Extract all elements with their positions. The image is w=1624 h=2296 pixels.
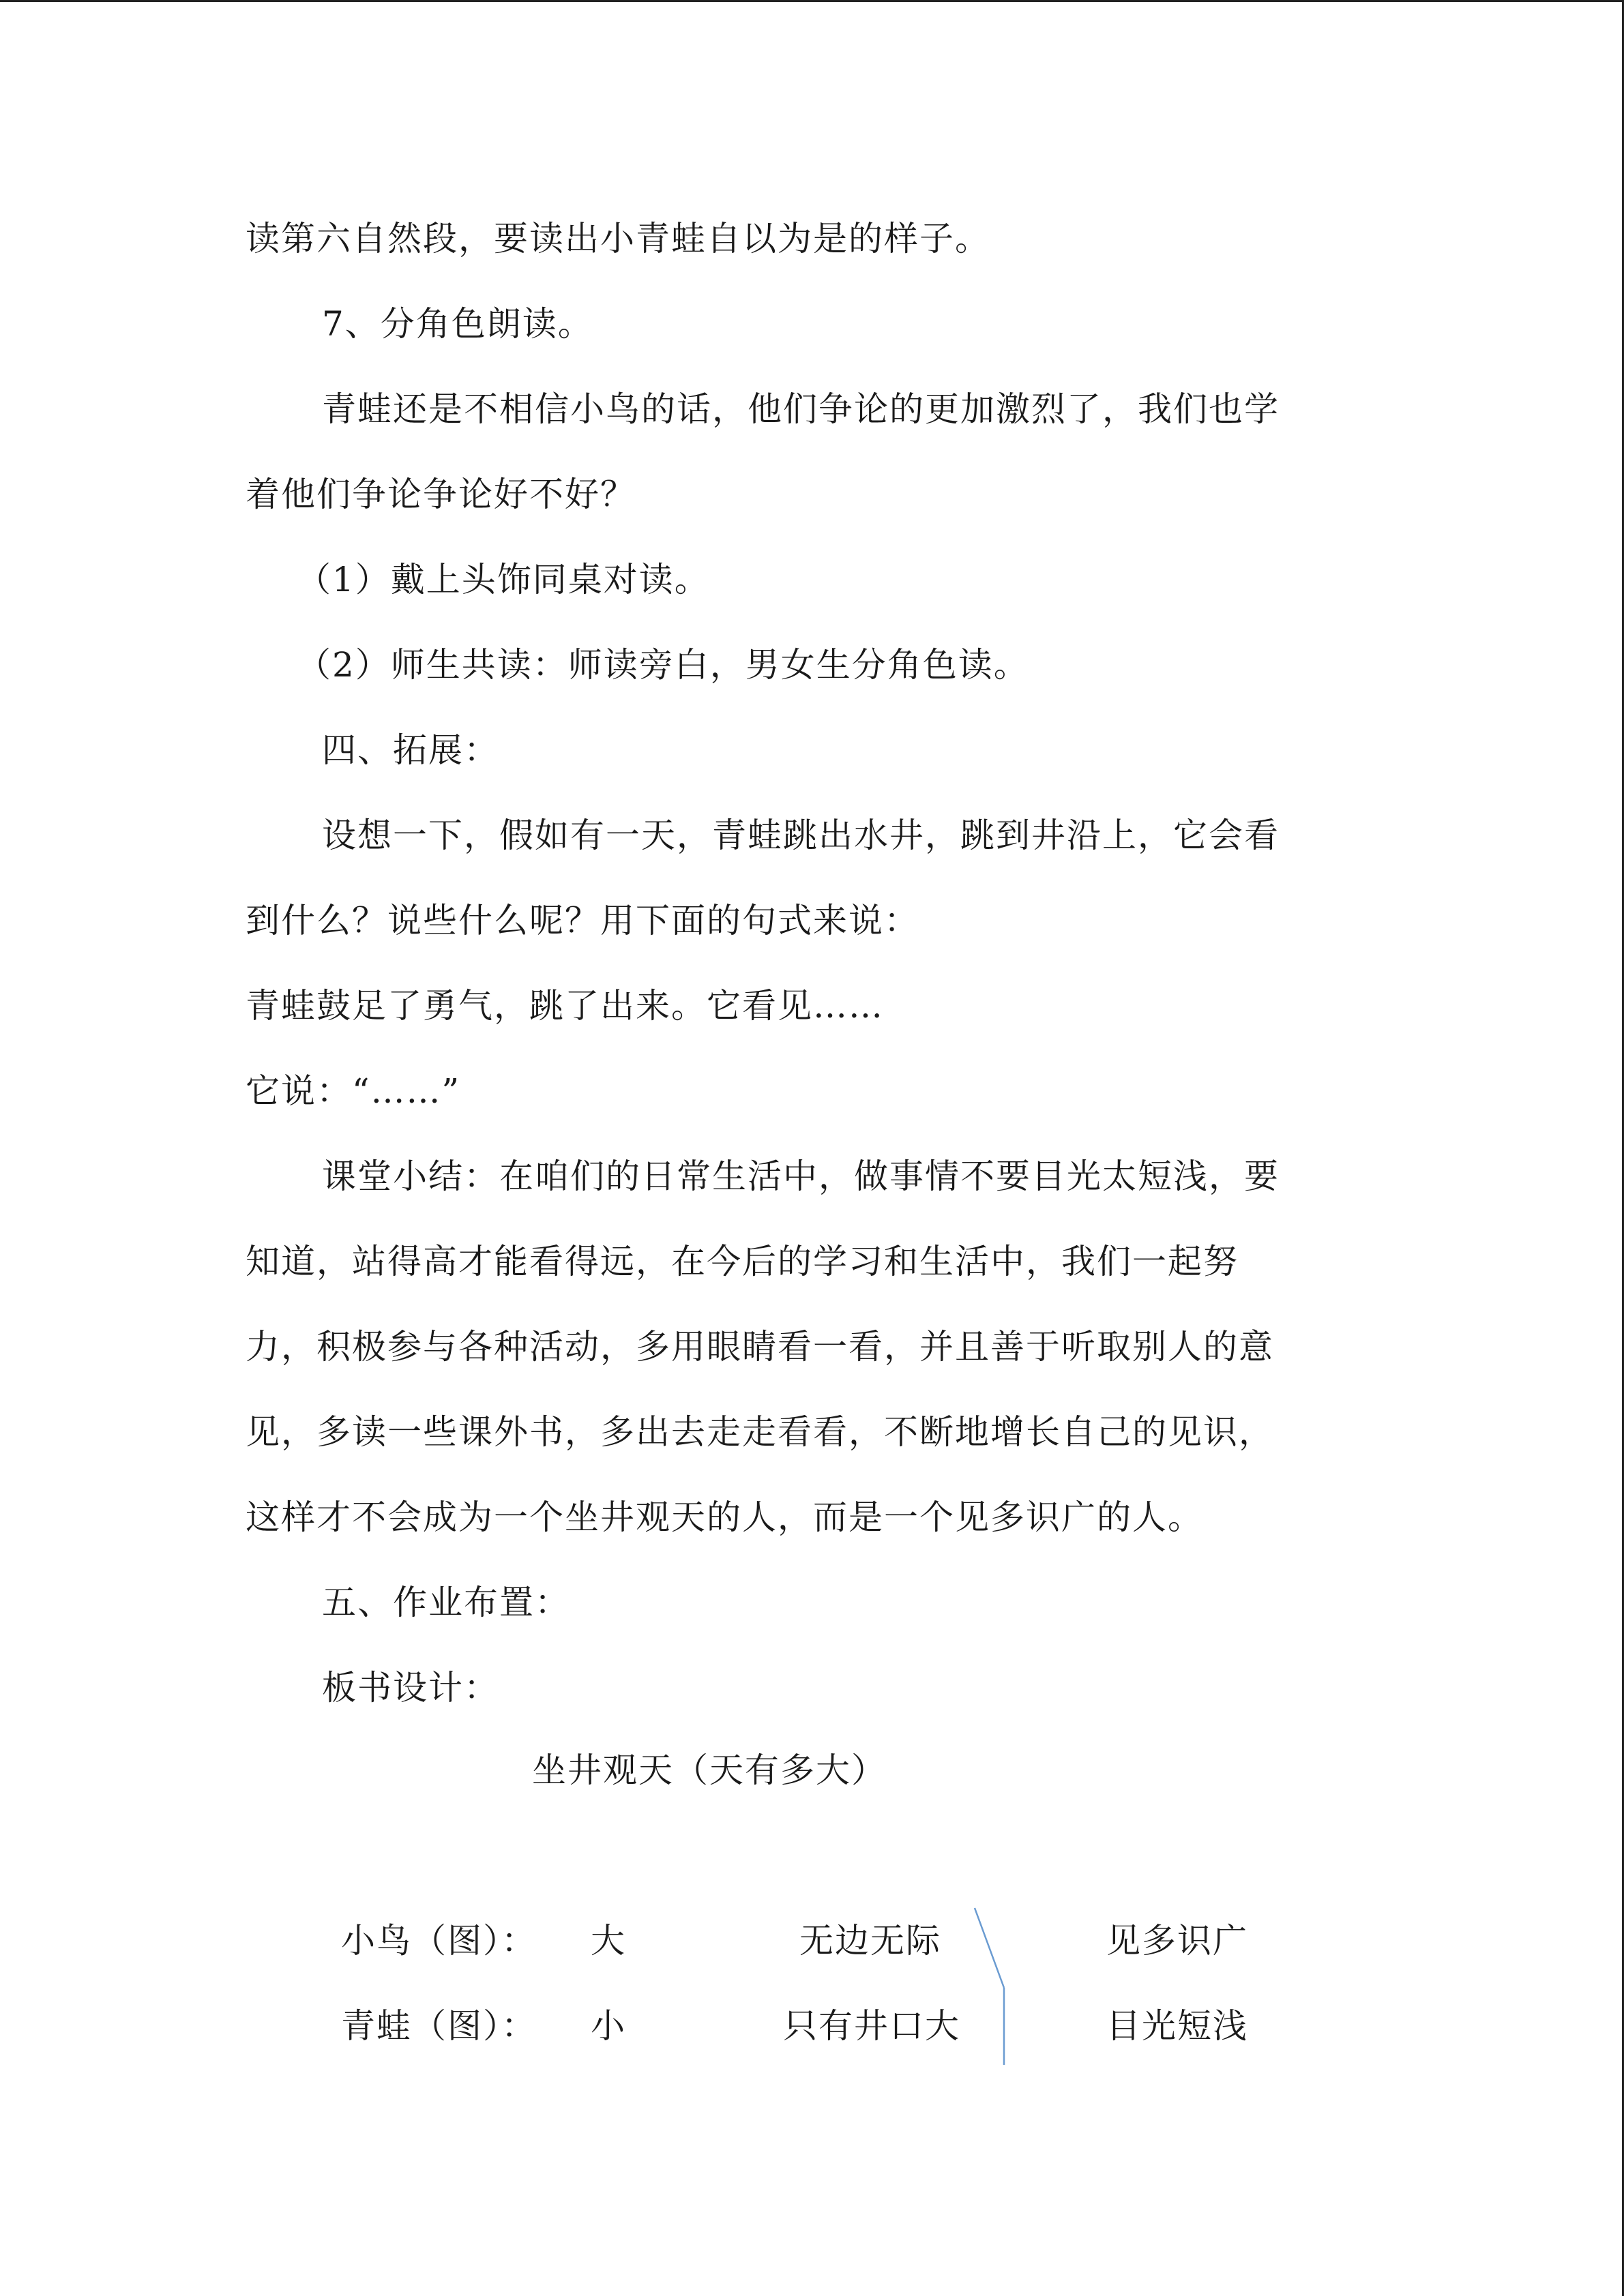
paragraph-line: 知道，站得高才能看得远，在今后的学习和生活中，我们一起努: [246, 1242, 1239, 1281]
connector-line-diagonal: [975, 1908, 1004, 1988]
paragraph-line: 读第六自然段，要读出小青蛙自以为是的样子。: [246, 219, 990, 258]
paragraph-line: 青蛙鼓足了勇气，跳了出来。它看见……: [246, 986, 884, 1026]
board-row-bird-label: 小鸟（图）：: [341, 1921, 537, 1960]
board-row-frog-size: 小: [591, 2006, 626, 2046]
paragraph-line: 它说：“……”: [246, 1071, 461, 1111]
paragraph-line: 力，积极参与各种活动，多用眼睛看一看，并且善于听取别人的意: [246, 1327, 1274, 1367]
board-title: 坐井观天（天有多大）: [532, 1750, 887, 1790]
page-top-border: [0, 0, 1624, 2]
board-row-frog-result: 目光短浅: [1106, 2006, 1248, 2046]
board-row-bird-sky: 无边无际: [799, 1921, 941, 1960]
paragraph-line: 青蛙还是不相信小鸟的话，他们争论的更加激烈了，我们也学: [322, 389, 1280, 429]
board-row-bird-size: 大: [591, 1921, 626, 1960]
paragraph-line: （2）师生共读：师读旁白，男女生分角色读。: [297, 645, 1029, 685]
paragraph-line: 课堂小结：在咱们的日常生活中，做事情不要目光太短浅，要: [322, 1157, 1280, 1196]
paragraph-line: 着他们争论争论好不好？: [246, 475, 636, 514]
section-heading: 五、作业布置：: [322, 1583, 570, 1622]
paragraph-line: 设想一下，假如有一天，青蛙跳出水井，跳到井沿上，它会看: [322, 816, 1280, 855]
paragraph-line: 到什么？说些什么呢？用下面的句式来说：: [246, 901, 919, 940]
paragraph-line: 这样才不会成为一个坐井观天的人，而是一个见多识广的人。: [246, 1497, 1203, 1537]
board-row-frog-label: 青蛙（图）：: [341, 2006, 537, 2046]
paragraph-line: 7、分角色朗读。: [322, 304, 593, 344]
paragraph-line: （1）戴上头饰同桌对读。: [297, 560, 710, 599]
section-heading: 四、拓展：: [322, 730, 499, 770]
board-connector-lines: [969, 1896, 1009, 2073]
section-heading: 板书设计：: [322, 1668, 499, 1708]
board-row-frog-sky: 只有井口大: [783, 2006, 960, 2046]
paragraph-line: 见，多读一些课外书，多出去走走看看，不断地增长自己的见识，: [246, 1412, 1274, 1452]
board-row-bird-result: 见多识广: [1106, 1921, 1248, 1960]
